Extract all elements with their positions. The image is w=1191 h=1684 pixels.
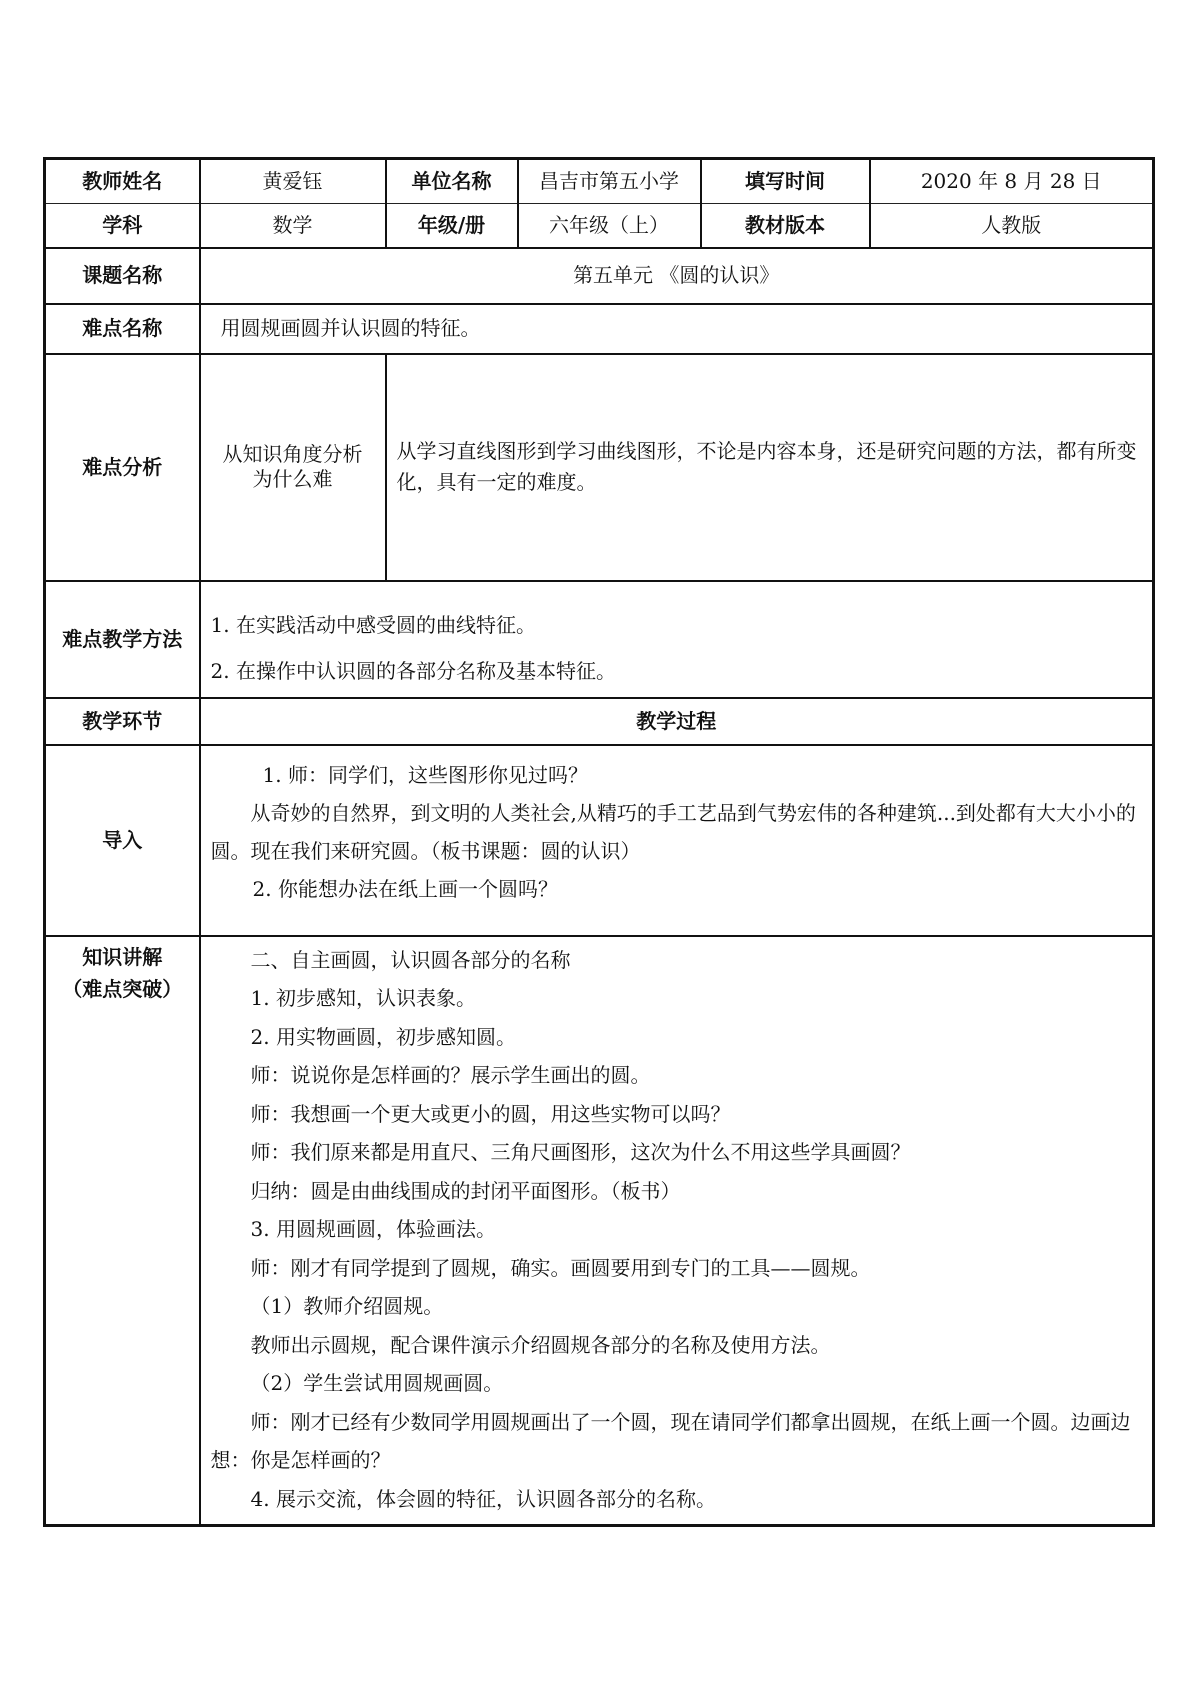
knowledge-label [45, 936, 200, 1526]
header-row-1 [45, 159, 1154, 204]
analysis-text: 从学习直线图形到学习曲线图形，不论是内容本身，还是研究问题的方法，都有所变化，具有一定的难度。 [386, 354, 1154, 581]
knowledge-paragraph: 3. 用圆规画圆，体验画法。 [250, 1217, 496, 1241]
subject-label: 学科 [45, 204, 200, 248]
method-row [45, 581, 1154, 698]
edition-value: 人教版 [870, 204, 1154, 248]
knowledge-content [200, 936, 1154, 1526]
unit-label: 单位名称 [386, 159, 518, 204]
knowledge-paragraph: 1. 初步感知，认识表象。 [250, 986, 476, 1010]
date-value: 2020 年 8 月 28 日 [870, 159, 1154, 204]
method-item: 1. 在实践活动中感受圆的曲线特征。 [210, 612, 536, 637]
teacher-value: 黄爱钰 [200, 159, 386, 204]
edition-label: 教材版本 [701, 204, 870, 248]
knowledge-paragraph: 二、自主画圆，认识圆各部分的名称 [250, 947, 571, 972]
topic-row [45, 248, 1154, 304]
intro-label: 导入 [45, 745, 200, 936]
knowledge-paragraph: 师：刚才有同学提到了圆规，确实。画圆要用到专门的工具——圆规。 [250, 1255, 871, 1280]
knowledge-paragraph: 师：说说你是怎样画的？展示学生画出的圆。 [250, 1063, 651, 1087]
difficulty-label: 难点名称 [45, 304, 200, 354]
grade-label: 年级/册 [386, 204, 518, 248]
analysis-sub-label-line2: 为什么难 [252, 467, 333, 491]
stage-header: 教学环节 [45, 698, 200, 745]
header-row-2 [45, 204, 1154, 248]
intro-content [200, 745, 1154, 936]
knowledge-paragraph: 师：我想画一个更大或更小的圆，用这些实物可以吗？ [250, 1101, 731, 1126]
grade-value: 六年级（上） [518, 204, 701, 248]
method-label: 难点教学方法 [45, 581, 200, 698]
topic-label: 课题名称 [45, 248, 200, 304]
difficulty-row [45, 304, 1154, 354]
lesson-plan-table [43, 157, 1155, 1527]
analysis-row [45, 354, 1154, 581]
knowledge-row [45, 936, 1154, 1526]
method-items [200, 581, 1154, 698]
analysis-sub-label [200, 354, 386, 581]
analysis-sub-label-line1: 从知识角度分析 [222, 442, 363, 466]
topic-value: 第五单元 《圆的认识》 [200, 248, 1154, 304]
intro-paragraph: 从奇妙的自然界，到文明的人类社会,从精巧的手工艺品到气势宏伟的各种建筑...到处都有大大小小的圆。现在我们来研究圆。（板书课题：圆的认识） [210, 800, 1136, 863]
method-item: 2. 在操作中认识圆的各部分名称及基本特征。 [210, 658, 616, 683]
knowledge-paragraph: 4. 展示交流，体会圆的特征，认识圆各部分的名称。 [250, 1486, 716, 1511]
knowledge-label-line1: 知识讲解 [82, 944, 163, 969]
knowledge-paragraph: 师：我们原来都是用直尺、三角尺画图形，这次为什么不用这些学具画圆？ [250, 1140, 911, 1164]
knowledge-paragraph: 归纳：圆是由曲线围成的封闭平面图形。（板书） [250, 1178, 681, 1203]
teacher-label: 教师姓名 [45, 159, 200, 204]
process-header: 教学过程 [200, 698, 1154, 745]
difficulty-value: 用圆规画圆并认识圆的特征。 [200, 304, 1154, 354]
knowledge-paragraph: 师：刚才已经有少数同学用圆规画出了一个圆，现在请同学们都拿出圆规，在纸上画一个圆。边画边想：你是怎样画的？ [210, 1409, 1131, 1472]
subject-value: 数学 [200, 204, 386, 248]
knowledge-label-line2: （难点突破） [62, 976, 183, 1001]
intro-paragraph: 1. 师：同学们，这些图形你见过吗？ [262, 762, 588, 787]
knowledge-paragraph: 教师出示圆规，配合课件演示介绍圆规各部分的名称及使用方法。 [250, 1332, 831, 1357]
knowledge-paragraph: 2. 用实物画圆，初步感知圆。 [250, 1024, 516, 1049]
process-header-row [45, 698, 1154, 745]
date-label: 填写时间 [701, 159, 870, 204]
intro-row [45, 745, 1154, 936]
unit-value: 昌吉市第五小学 [518, 159, 701, 204]
analysis-label: 难点分析 [45, 354, 200, 581]
knowledge-paragraph: （1）教师介绍圆规。 [250, 1294, 444, 1318]
intro-paragraph: 2. 你能想办法在纸上画一个圆吗？ [252, 876, 558, 901]
knowledge-paragraph: （2）学生尝试用圆规画圆。 [250, 1371, 504, 1395]
